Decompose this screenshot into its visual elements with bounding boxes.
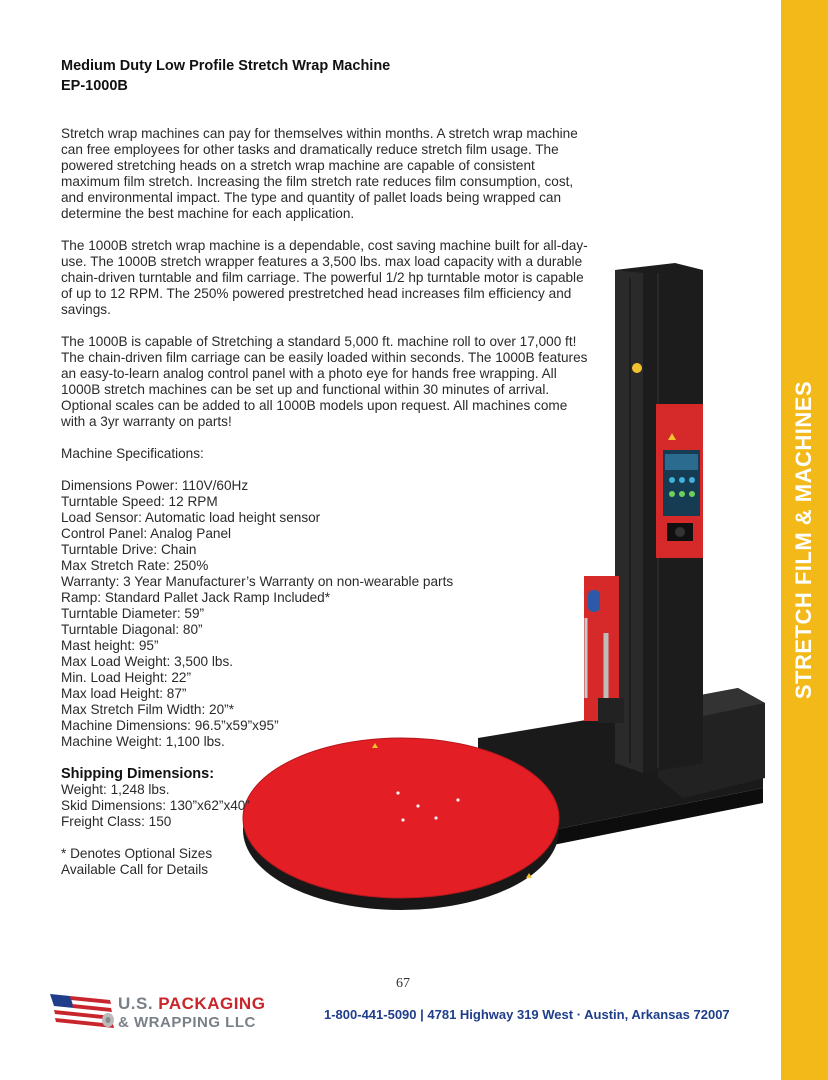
spec-item: Min. Load Height: 22” xyxy=(61,670,191,685)
spec-item: Turntable Diagonal: 80” xyxy=(61,622,203,637)
shipping-list xyxy=(61,782,250,830)
product-model: EP-1000B xyxy=(61,78,128,94)
shipping-heading: Shipping Dimensions: xyxy=(61,766,215,782)
logo-text-line-2: & WRAPPING LLC xyxy=(118,1014,256,1031)
shipping-item: Weight: 1,248 lbs. xyxy=(61,782,170,797)
footnote-line: * Denotes Optional Sizes xyxy=(61,846,213,861)
spec-item: Machine Dimensions: 96.5”x59”x95” xyxy=(61,718,279,733)
spec-item: Max Load Weight: 3,500 lbs. xyxy=(61,654,234,669)
spec-item: Max Stretch Rate: 250% xyxy=(61,558,209,573)
spec-item: Turntable Drive: Chain xyxy=(61,542,197,557)
footnote xyxy=(61,846,212,878)
shipping-item: Freight Class: 150 xyxy=(61,814,172,829)
spec-item: Warranty: 3 Year Manufacturer’s Warranty on non-wearable parts xyxy=(61,574,454,589)
logo-text-line-1: U.S. PACKAGING xyxy=(118,994,266,1013)
spec-item: Max Stretch Film Width: 20”* xyxy=(61,702,234,717)
description-paragraph-2: The 1000B stretch wrap machine is a dependable, cost saving machine built for all-day-use. The 1000B stretch wrapper features a 3,500 lbs. max load capacity with a durable chain-driven turntable and film carriage. The powerful 1/2 hp turntable motor is capable of up to 12 RPM. The 250% powered prestretched head increases film efficiency and savings. xyxy=(61,238,588,317)
page-number: 67 xyxy=(396,976,410,991)
footnote-line: Available Call for Details xyxy=(61,862,209,877)
contact-info: 1-800-441-5090 | 4781 Highway 319 West · Austin, Arkansas 72007 xyxy=(324,1007,730,1022)
spec-item: Max load Height: 87” xyxy=(61,686,187,701)
spec-item: Mast height: 95” xyxy=(61,638,159,653)
description-paragraph-1: Stretch wrap machines can pay for themselves within months. A stretch wrap machine can free employees for other tasks and dramatically reduce stretch film usage. The powered stretching heads on a stretch wrap machine are capable of consistent maximum film stretch. Increasing the film stretch rate reduces film consumption, cost, and environmental impact. The type and quantity of pallet loads being wrapped can determine the best machine for each application. xyxy=(61,126,578,221)
product-title: Medium Duty Low Profile Stretch Wrap Machine xyxy=(61,58,391,74)
shipping-item: Skid Dimensions: 130”x62”x40” xyxy=(61,798,250,813)
spec-item: Ramp: Standard Pallet Jack Ramp Included* xyxy=(61,590,330,605)
specs-heading: Machine Specifications: xyxy=(61,446,204,461)
spec-item: Dimensions Power: 110V/60Hz xyxy=(61,478,249,493)
stretch-wrap-machine-image xyxy=(238,258,773,938)
spec-item: Turntable Diameter: 59” xyxy=(61,606,205,621)
spec-item: Control Panel: Analog Panel xyxy=(61,526,232,541)
description-paragraph-3: The 1000B is capable of Stretching a standard 5,000 ft. machine roll to over 17,000 ft! The chain-driven film carriage can be easily loaded within seconds. The 1000B features an easy-to-learn analog control panel with a photo eye for hands free wrapping. All 1000B stretch machines can be set up and functional within 30 minutes of arrival. Optional scales can be added to all 1000B models upon request. All machines come with a 3yr warranty on parts! xyxy=(61,334,588,429)
spec-item: Turntable Speed: 12 RPM xyxy=(61,494,218,509)
spec-item: Load Sensor: Automatic load height sensor xyxy=(61,510,321,525)
spec-item: Machine Weight: 1,100 lbs. xyxy=(61,734,225,749)
